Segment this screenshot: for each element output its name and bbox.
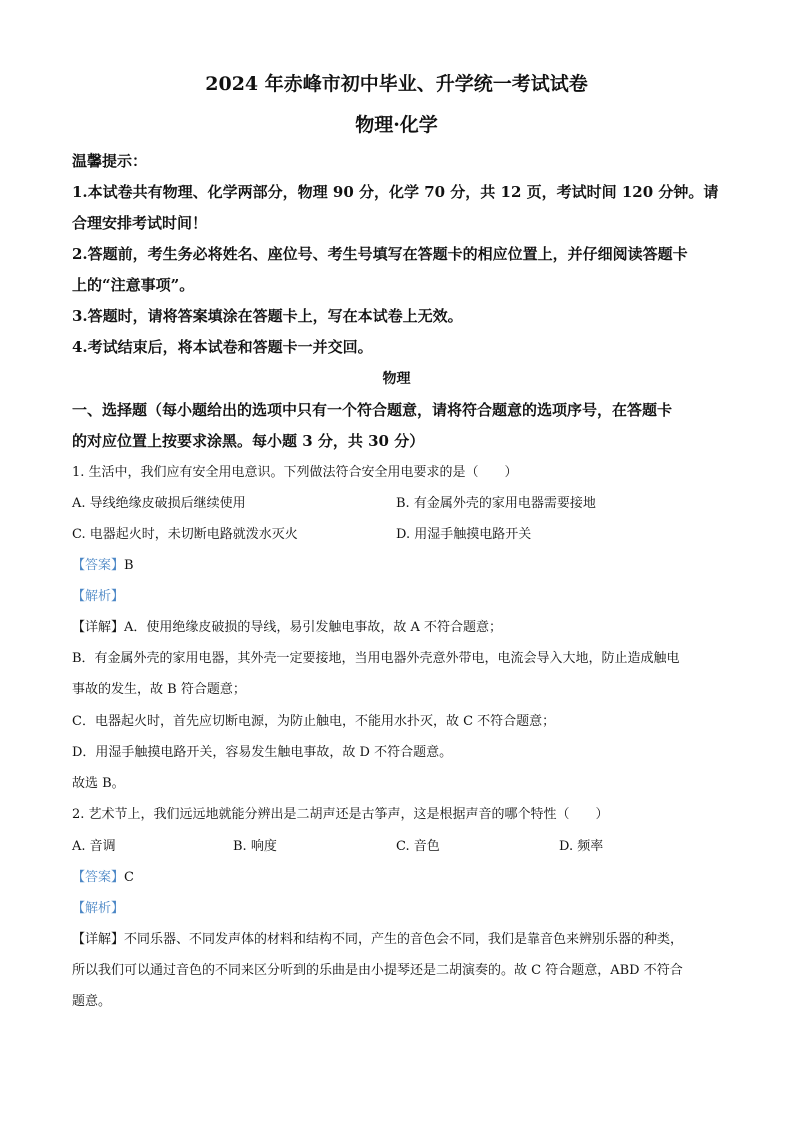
question-2-option-a: A. 音调: [72, 839, 116, 854]
question-1-option-a: A. 导线绝缘皮破损后继续使用: [72, 496, 246, 511]
part-heading-line-1: 一、选择题（每小题给出的选项中只有一个符合题意，请将符合题意的选项序号，在答题卡: [72, 401, 673, 419]
notice-item-1-line-1: 1.本试卷共有物理、化学两部分，物理 90 分，化学 70 分，共 12 页，考试时间 120 分钟。请: [72, 183, 719, 201]
notice-item-2-line-1: 2.答题前，考生务必将姓名、座位号、考生号填写在答题卡的相应位置上，并仔细阅读答题卡: [72, 245, 688, 263]
question-2-answer: [72, 869, 134, 887]
answer-value: B: [124, 558, 134, 573]
question-1-answer: [72, 557, 134, 575]
notice-heading: 温馨提示：: [72, 152, 148, 170]
question-2-detail-line-1: [72, 931, 683, 949]
question-1-detail-line-2: B．有金属外壳的家用电器，其外壳一定要接地，当用电器外壳意外带电，电流会导入大地，防止造成触电: [72, 651, 680, 666]
notice-item-3: 3.答题时，请将答案填涂在答题卡上，写在本试卷上无效。: [72, 307, 463, 325]
question-1-analysis-label: 【解析】: [72, 589, 125, 604]
question-1-conclusion: 故选 B。: [72, 776, 125, 791]
notice-item-4: 4.考试结束后，将本试卷和答题卡一并交回。: [72, 338, 373, 356]
detail-label: 【详解】: [72, 620, 125, 635]
question-2-option-d: D. 频率: [559, 839, 604, 854]
question-1-option-b: B. 有金属外壳的家用电器需要接地: [396, 496, 596, 511]
question-1-option-d: D. 用湿手触摸电路开关: [396, 527, 532, 542]
section-title: 物理: [382, 371, 411, 387]
question-2-stem: 2. 艺术节上，我们远远地就能分辨出是二胡声还是古筝声，这是根据声音的哪个特性（ ）: [72, 807, 609, 822]
question-1-stem: 1. 生活中，我们应有安全用电意识。下列做法符合安全用电要求的是（ ）: [72, 465, 518, 480]
question-1-detail-line-4: C．电器起火时，首先应切断电源，为防止触电，不能用水扑灭，故 C 不符合题意；: [72, 714, 556, 729]
page-title: 2024 年赤峰市初中毕业、升学统一考试试卷: [205, 73, 588, 95]
question-1-detail-line-3: 事故的发生，故 B 符合题意；: [72, 682, 246, 697]
question-1-option-c: C. 电器起火时，未切断电路就泼水灭火: [72, 527, 298, 542]
answer-label: 【答案】: [72, 870, 125, 885]
notice-item-2-line-2: 上的“注意事项”。: [72, 276, 195, 294]
question-1-detail-line-5: D．用湿手触摸电路开关，容易发生触电事故，故 D 不符合题意。: [72, 745, 453, 760]
notice-item-1-line-2: 合理安排考试时间！: [72, 214, 208, 232]
answer-value: C: [124, 870, 134, 885]
question-2-detail-line-2: 所以我们可以通过音色的不同来区分听到的乐曲是由小提琴还是二胡演奏的。故 C 符合题意，ABD 不符合: [72, 963, 683, 978]
detail-label: 【详解】: [72, 932, 125, 947]
detail-text: 不同乐器、不同发声体的材料和结构不同，产生的音色会不同，我们是靠音色来辨别乐器的种类，: [124, 932, 684, 947]
detail-text: A．使用绝缘皮破损的导线，易引发触电事故，故 A 不符合题意；: [124, 620, 503, 635]
question-1-detail-line-1: [72, 619, 502, 637]
part-heading-line-2: 的对应位置上按要求涂黑。每小题 3 分，共 30 分）: [72, 432, 425, 450]
question-2-option-c: C. 音色: [396, 839, 440, 854]
question-2-analysis-label: 【解析】: [72, 901, 125, 916]
answer-label: 【答案】: [72, 558, 125, 573]
question-2-option-b: B. 响度: [233, 839, 277, 854]
question-2-detail-line-3: 题意。: [72, 994, 112, 1009]
page-subtitle: 物理·化学: [355, 114, 438, 136]
